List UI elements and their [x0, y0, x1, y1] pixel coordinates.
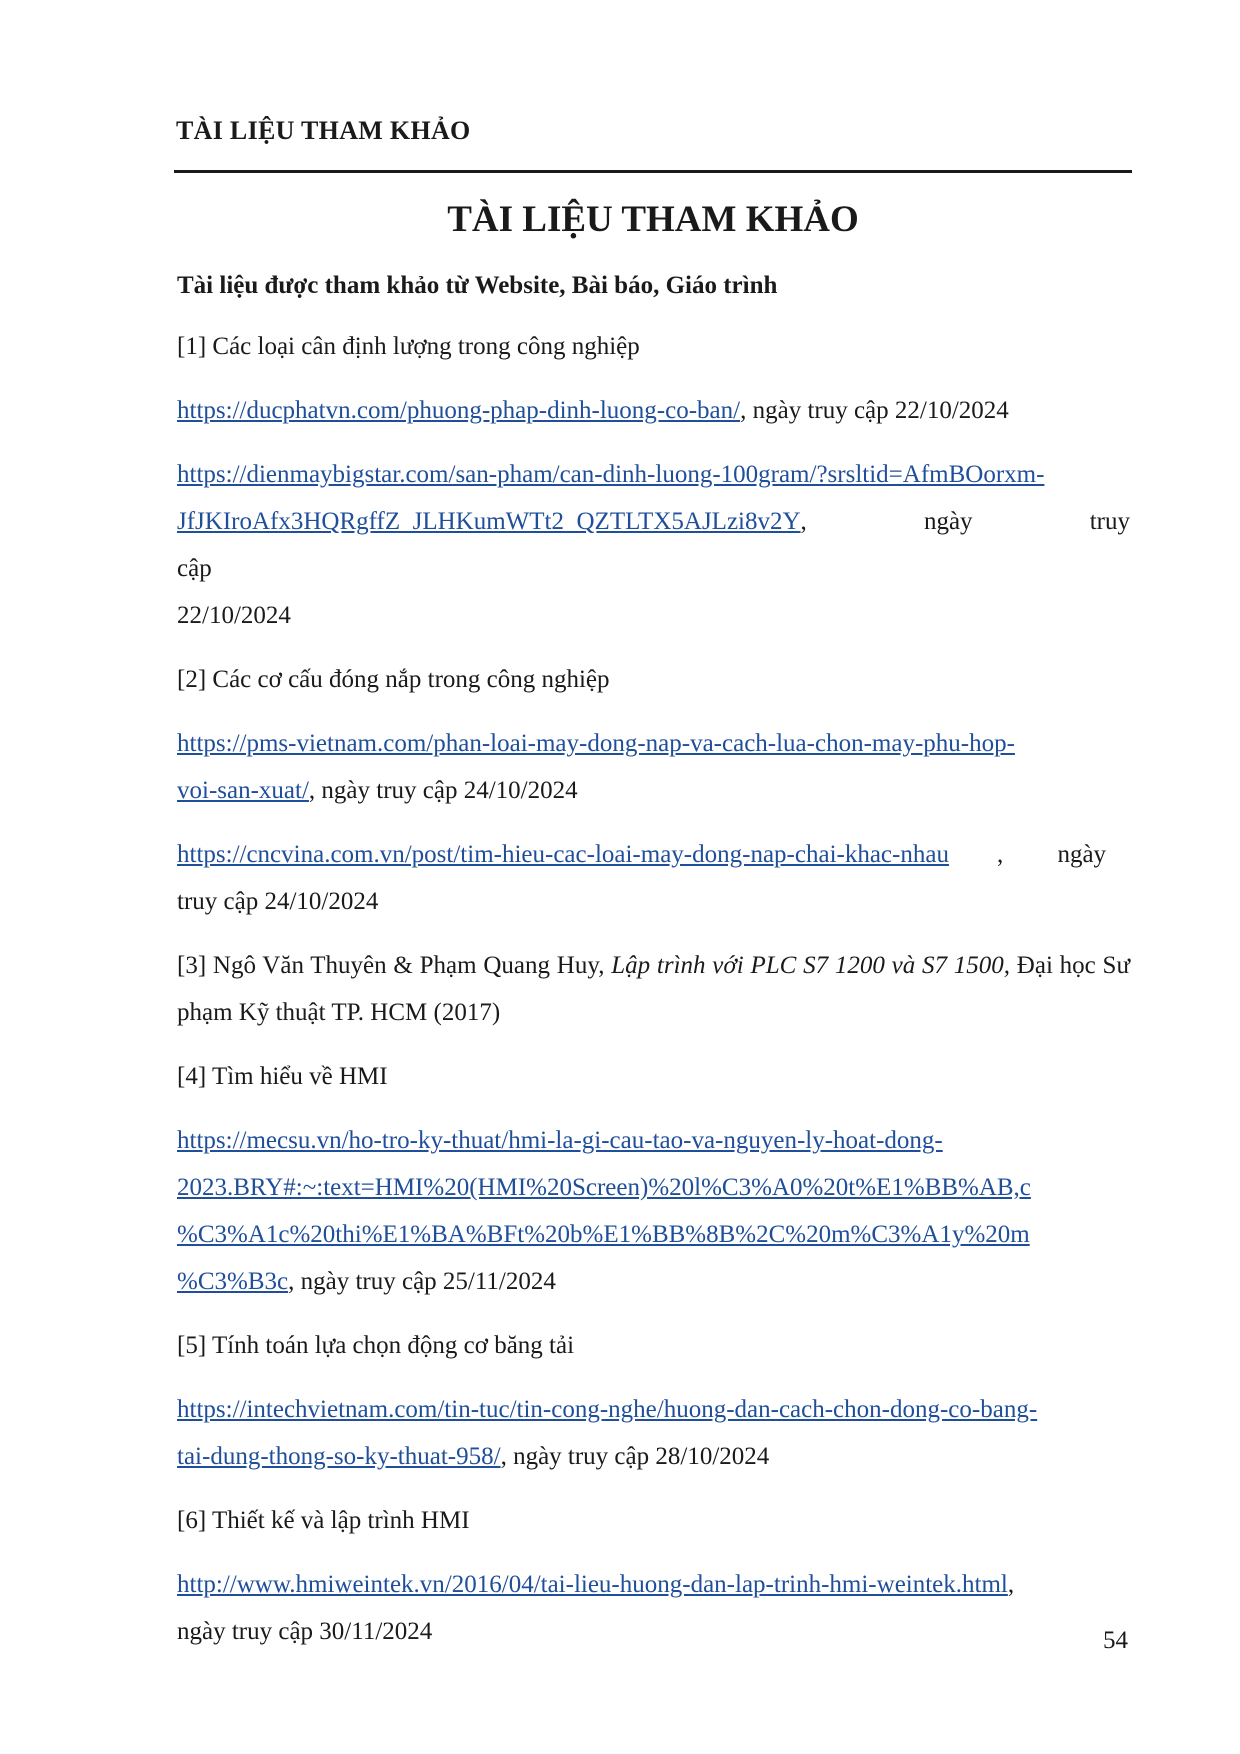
- ref-5-url-line-1: https://intechvietnam.com/tin-tuc/tin-cong-nghe/huong-dan-cach-chon-dong-co-bang-: [177, 1396, 1038, 1423]
- section-subtitle: Tài liệu được tham khảo từ Website, Bài báo, Giáo trình: [177, 272, 778, 299]
- ref-1-access-date-2: 22/10/2024: [177, 602, 291, 629]
- ref-5-access-date: , ngày truy cập 28/10/2024: [500, 1443, 770, 1470]
- ref-2-url-2[interactable]: https://cncvina.com.vn/post/tim-hieu-cac-loai-may-dong-nap-chai-khac-nhau: [177, 841, 949, 868]
- ref-1-heading: [1] Các loại cân định lượng trong công nghiệp: [177, 333, 640, 360]
- page-title: TÀI LIỆU THAM KHẢO: [447, 199, 859, 240]
- running-header: TÀI LIỆU THAM KHẢO: [176, 116, 471, 145]
- ref-3-book-title: Lập trình với PLC S7 1200 và S7 1500,: [611, 952, 1011, 979]
- page-number: 54: [1103, 1627, 1128, 1654]
- ref-2-url-1-line-1: https://pms-vietnam.com/phan-loai-may-dong-nap-va-cach-lua-chon-may-phu-hop-: [177, 730, 1015, 757]
- ref-1-url-1[interactable]: https://ducphatvn.com/phuong-phap-dinh-luong-co-ban/: [177, 397, 741, 424]
- ref-1-url-2-line-1: https://dienmaybigstar.com/san-pham/can-dinh-luong-100gram/?srsltid=AfmBOorxm-: [177, 461, 1045, 488]
- ref-5-heading: [5] Tính toán lựa chọn động cơ băng tải: [177, 1332, 575, 1359]
- ref-4-url-line-3: %C3%A1c%20thi%E1%BA%BFt%20b%E1%BB%8B%2C%20m%C3%A1y%20m: [177, 1221, 1030, 1248]
- ref-4-heading: [4] Tìm hiểu về HMI: [177, 1063, 388, 1090]
- ref-2-url-1[interactable]: [177, 730, 1015, 804]
- ref-4-url-line-2: 2023.BRY#:~:text=HMI%20(HMI%20Screen)%20l%C3%A0%20t%E1%BB%AB,c: [177, 1174, 1031, 1201]
- ref-2-access-date-1: , ngày truy cập 24/10/2024: [308, 777, 578, 804]
- ref-6-access-date: ngày truy cập 30/11/2024: [177, 1618, 433, 1645]
- reference-list: [177, 262, 1130, 1672]
- ref-1-url-2-line-2: JfJKIroAfx3HQRgffZ_JLHKumWTt2_QZTLTX5AJLzi8v2Y: [177, 508, 801, 535]
- ref-6-url[interactable]: http://www.hmiweintek.vn/2016/04/tai-lieu-huong-dan-lap-trinh-hmi-weintek.html: [177, 1571, 1008, 1598]
- ref-4-access-date: , ngày truy cập 25/11/2024: [288, 1268, 556, 1295]
- ref-6-heading: [6] Thiết kế và lập trình HMI: [177, 1507, 470, 1534]
- ref-2-access-label-2: , ngày: [996, 841, 1107, 868]
- ref-6-link: [177, 1561, 1130, 1655]
- ref-2-link-1: [177, 720, 1130, 814]
- ref-2-url-1-line-2: voi-san-xuat/: [177, 777, 309, 804]
- ref-5-url-line-2: tai-dung-thong-so-ky-thuat-958/: [177, 1443, 501, 1470]
- ref-2-heading: [2] Các cơ cấu đóng nắp trong công nghiệp: [177, 666, 610, 693]
- ref-1-link-1: [177, 387, 1130, 434]
- ref-1-link-2: [177, 451, 1130, 639]
- ref-3-authors: [3] Ngô Văn Thuyên & Phạm Quang Huy,: [177, 952, 612, 979]
- ref-4-url-line-4: %C3%B3c: [177, 1268, 289, 1295]
- ref-4-link: [177, 1117, 1130, 1305]
- ref-3-publisher: Đại học Sư phạm Kỹ thuật TP. HCM (2017): [177, 952, 1130, 1026]
- ref-2-access-date-2: truy cập 24/10/2024: [177, 888, 379, 915]
- ref-2-link-2: [177, 831, 1130, 925]
- ref-6-comma: ,: [1007, 1571, 1015, 1598]
- header-divider: [174, 170, 1132, 173]
- ref-3: [177, 942, 1130, 1036]
- ref-1-access-label-2: , ngày truy cập: [177, 508, 1130, 582]
- ref-5-link: [177, 1386, 1130, 1480]
- ref-1-access-date-1: , ngày truy cập 22/10/2024: [740, 397, 1009, 424]
- ref-4-url-line-1: https://mecsu.vn/ho-tro-ky-thuat/hmi-la-gi-cau-tao-va-nguyen-ly-hoat-dong-: [177, 1127, 943, 1154]
